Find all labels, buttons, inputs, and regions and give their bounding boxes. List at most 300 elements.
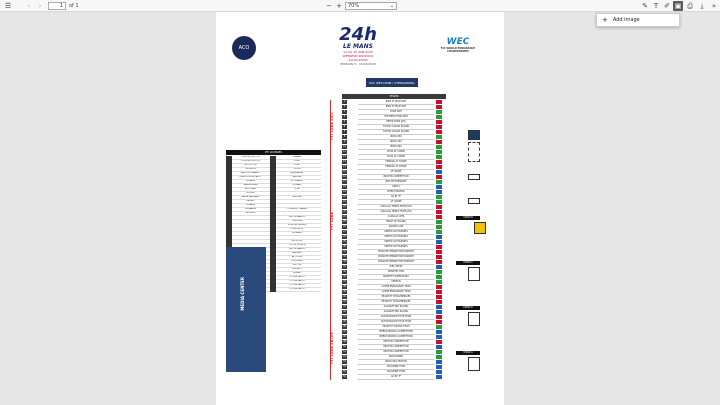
class-marker: [436, 255, 442, 259]
team-name: PROTON COMPETITION: [358, 340, 434, 345]
class-marker: [436, 240, 442, 244]
garage-row: [342, 375, 446, 379]
class-marker: [436, 300, 442, 304]
wec-logo: [436, 37, 480, 53]
team-name: IDEC SPORT: [358, 265, 434, 270]
pdf-page: [216, 12, 504, 405]
garage-row: [342, 350, 446, 354]
team-name: TOYOTA GAZOO RACING: [358, 125, 434, 130]
garage-row: [342, 300, 446, 304]
garage-row: [342, 285, 446, 289]
team-name: IRON LYNX: [358, 140, 434, 145]
class-marker: [436, 210, 442, 214]
garage-number: 46: [343, 325, 346, 328]
lounge-occupant: FORD: [294, 160, 300, 162]
garage-row: [342, 190, 446, 194]
class-marker: [436, 345, 442, 349]
team-name: CADILLAC HERTZ TEAM JOTA: [358, 205, 434, 210]
garage-row: [342, 365, 446, 369]
class-marker: [436, 305, 442, 309]
garage-number: 35: [343, 270, 346, 273]
garage-number: 8: [343, 135, 346, 138]
draw-icon[interactable]: ✎: [642, 2, 648, 10]
lounges-header: PIT LOUNGES: [226, 150, 321, 155]
class-marker: [436, 170, 442, 174]
grid-header: TEAMS: [342, 94, 446, 99]
garage-row: [342, 175, 446, 179]
class-marker: [436, 375, 442, 379]
vertical-scrollbar[interactable]: [712, 12, 718, 405]
team-name: HEART OF RACING: [358, 220, 434, 225]
team-name: PEUGEOT TOTALENERGIES: [358, 295, 434, 300]
class-marker: [436, 235, 442, 239]
structure-box: [468, 312, 480, 326]
stand-label: STAND C: [456, 261, 480, 265]
class-marker: [436, 335, 442, 339]
page-number-input[interactable]: 1: [48, 2, 66, 10]
team-name: MANTHEY EMA: [358, 270, 434, 275]
lounge-name: SALLE DU HERAULT: [240, 172, 261, 174]
garage-row: [342, 290, 446, 294]
garage-row: [342, 120, 446, 124]
garage-number: 23: [343, 210, 346, 213]
garage-number: 17: [343, 180, 346, 183]
logo-24h: 24h: [339, 24, 377, 45]
team-name: PORSCHE PENSKE MOTORSPORT: [358, 255, 434, 260]
garage-number: 48: [343, 335, 346, 338]
garage-number: 26: [343, 225, 346, 228]
team-name: VISTA AF CORSE: [358, 155, 434, 160]
lounge-occupant: CADILLAC: [292, 196, 302, 198]
print-icon[interactable]: ⎙: [687, 2, 693, 10]
lounge-name: PASSE SANITAIRE: [241, 196, 260, 198]
garage-number: 25: [343, 220, 346, 223]
le-mans-logo: [333, 26, 383, 66]
class-marker: [436, 135, 442, 139]
garage-row: [342, 245, 446, 249]
garage-number: 13: [343, 160, 346, 163]
garage-number: 12: [343, 155, 346, 158]
garage-number: 39: [343, 290, 346, 293]
class-marker: [436, 250, 442, 254]
team-name: UNITED AUTOSPORTS: [358, 240, 434, 245]
lounge-name: PODIUM: [246, 192, 255, 194]
garage-number: 30: [343, 245, 346, 248]
garage-row: [342, 250, 446, 254]
lounge-name: DUNLOP HOSPITALITY: [239, 176, 262, 178]
garage-row: [342, 260, 446, 264]
garage-number: 33: [343, 260, 346, 263]
team-name: BMW M TEAM WRT: [358, 100, 434, 105]
structure-box: [468, 198, 480, 204]
garage-number: 44: [343, 315, 346, 318]
class-marker: [436, 295, 442, 299]
garage-number: 3: [343, 110, 346, 113]
garage-number: 6: [343, 125, 346, 128]
garage-row: [342, 105, 446, 109]
lounge-occupant: PORSCHE GT: [290, 228, 304, 230]
lounge-name: CLUB DES PILOTES: [241, 156, 260, 158]
class-marker: [436, 145, 442, 149]
team-name: ALGARVE PRO RACING: [358, 310, 434, 315]
garage-number: 51: [343, 350, 346, 353]
team-name: ALPINE ENDURANCE TEAM: [358, 285, 434, 290]
team-name: PEUGEOT TOTALENERGIES: [358, 300, 434, 305]
aco-logo-text: ACO: [238, 45, 250, 51]
class-marker: [436, 370, 442, 374]
garage-row: [342, 210, 446, 214]
pdf-toolbar: [0, 0, 720, 12]
garage-number: 40: [343, 295, 346, 298]
logo-version: VERSION 5 - 15/05/2025: [339, 62, 377, 66]
lounge-occupant: IRON LYNX: [291, 240, 303, 242]
team-name: DUQUEINE TEAM: [358, 370, 434, 375]
garage-number: 9: [343, 140, 346, 143]
team-name: MANTHEY PURERXCING: [358, 275, 434, 280]
garage-row: [342, 310, 446, 314]
garage-row: [342, 110, 446, 114]
garage-number: 5: [343, 120, 346, 123]
team-name: FERRARI AF CORSE: [358, 160, 434, 165]
class-marker: [436, 320, 442, 324]
aco-logo: [232, 36, 256, 60]
garage-number: 11: [343, 150, 346, 153]
wec-logo-text: WEC: [446, 37, 470, 47]
structure-box: [468, 174, 480, 180]
zoom-value: 70%: [348, 3, 360, 9]
garage-number: 18: [343, 185, 346, 188]
media-center-label: MEDIA CENTER: [240, 277, 245, 311]
garage-number: 31: [343, 250, 346, 253]
lounge-name: PROTOCOLE: [244, 164, 257, 166]
garage-number: 34: [343, 265, 346, 268]
team-name: IRON LYNX: [358, 145, 434, 150]
garage-number: 53: [343, 360, 346, 363]
lounge-occupant: TOYOTA GAZOO: [289, 284, 305, 286]
team-name: IRON LYNX PROTON: [358, 360, 434, 365]
garage-number: 14: [343, 165, 346, 168]
class-marker: [436, 200, 442, 204]
class-marker: [436, 140, 442, 144]
garage-row: [342, 200, 446, 204]
stand-label: STAND D: [456, 306, 480, 310]
garage-number: 42: [343, 305, 346, 308]
team-name: AF CORSE: [358, 170, 434, 175]
team-name: IRON DAMES: [358, 355, 434, 360]
garage-number: 1: [343, 100, 346, 103]
class-marker: [436, 230, 442, 234]
garage-row: [342, 100, 446, 104]
team-name: AO BY TF: [358, 195, 434, 200]
next-page-button[interactable]: ›: [38, 2, 42, 10]
previous-page-button[interactable]: ‹: [27, 2, 31, 10]
add-text-icon[interactable]: T: [653, 2, 659, 10]
garage-row: [342, 280, 446, 284]
garage-row: [342, 165, 446, 169]
team-name: GENESIS: [358, 280, 434, 285]
team-name: PROTON COMPETITION: [358, 350, 434, 355]
team-name: UNITED AUTOSPORTS: [358, 245, 434, 250]
garage-number: 4: [343, 115, 346, 118]
lounge-occupant: MANTHEY: [292, 252, 302, 254]
class-marker: [436, 160, 442, 164]
garage-row: [342, 320, 446, 324]
structure-box: [468, 142, 480, 162]
class-marker: [436, 310, 442, 314]
team-name: UNITED AUTOSPORTS: [358, 235, 434, 240]
plus-icon: +: [602, 16, 608, 24]
team-name: PROTON COMPETITION: [358, 175, 434, 180]
garage-row: [342, 230, 446, 234]
lounge-occupant: CYCLADES / ORANGE: [286, 208, 308, 210]
class-marker: [436, 215, 442, 219]
team-name: AO BY TF: [358, 375, 434, 380]
lounge-name: CLUB DES PILOTES: [241, 160, 260, 162]
team-name: FERRARI AF CORSE: [358, 165, 434, 170]
garage-row: [342, 140, 446, 144]
lounge-occupant: TOYOTA GAZOO: [289, 288, 305, 290]
garage-row: [342, 355, 446, 359]
team-name: ASTON MARTIN THOR TEAM: [358, 320, 434, 325]
garage-row: [342, 145, 446, 149]
garage-row: [342, 130, 446, 134]
garage-number: 21: [343, 200, 346, 203]
team-name: THE BEND TEAM WRT: [358, 115, 434, 120]
team-name: ORECA: [358, 185, 434, 190]
pit-lane-entry-label: PIT LANE ENTRY: [330, 332, 334, 364]
garage-row: [342, 335, 446, 339]
class-marker: [436, 330, 442, 334]
garage-row: [342, 195, 446, 199]
class-marker: [436, 225, 442, 229]
lounge-occupant: JOTA: [294, 188, 300, 190]
garage-number: 15: [343, 170, 346, 173]
lounge-name: LAMBORGHINI: [243, 184, 258, 186]
zoom-in-button[interactable]: +: [336, 2, 342, 10]
garage-row: [342, 325, 446, 329]
garage-number: 10: [343, 145, 346, 148]
garage-row: [342, 235, 446, 239]
lounge-name: MICHELIN: [245, 168, 256, 170]
chevron-down-icon: ⌄: [389, 3, 394, 9]
lounge-occupant: ASTON MARTIN: [289, 216, 305, 218]
team-name: DUQUEINE TEAM: [358, 365, 434, 370]
lounge-occupant: TOYOTA GAZOO: [289, 276, 305, 278]
garage-row: [342, 170, 446, 174]
add-image-menu-item[interactable]: [596, 13, 680, 27]
garage-row: [342, 155, 446, 159]
lounge-name: ORGANIS: [245, 204, 256, 206]
lounge-occupant: BMW ANNEX: [290, 172, 304, 174]
class-marker: [436, 285, 442, 289]
media-center-block: [226, 247, 266, 372]
team-name: ALPINE ENDURANCE TEAM: [358, 290, 434, 295]
team-name: IRON LYNX: [358, 135, 434, 140]
add-image-icon[interactable]: ▣: [674, 2, 682, 10]
garage-row: [342, 240, 446, 244]
garage-row: [342, 295, 446, 299]
class-marker: [436, 355, 442, 359]
garage-number: 32: [343, 255, 346, 258]
class-marker: [436, 315, 442, 319]
structure-box: [468, 130, 480, 140]
team-name: INTER EUROPOL COMPETITION: [358, 335, 434, 340]
class-marker: [436, 130, 442, 134]
lounge-name: ORGANIS: [245, 180, 256, 182]
lounge-occupant: COL DE LUCHON: [288, 244, 306, 246]
lounge-occupant: FORD LAS: [291, 220, 303, 222]
team-name: HEART OF RACING TEAM: [358, 325, 434, 330]
lounge-occupant: ASTON MARTIN: [289, 248, 305, 250]
lounge-occupant: DUQUEINE: [291, 260, 303, 262]
garage-number: 7: [343, 130, 346, 133]
logo-caption: WEEKEND PADDOCK ALLOCATION: [342, 54, 374, 62]
team-name: UNITED AUTOSPORTS: [358, 230, 434, 235]
garage-row: [342, 315, 446, 319]
garage-row: [342, 270, 446, 274]
class-marker: [436, 175, 442, 179]
lounge-occupant: MCLAREN: [292, 232, 302, 234]
class-marker: [436, 340, 442, 344]
lounge-name: SECURITE: [245, 212, 256, 214]
garage-row: [342, 215, 446, 219]
class-marker: [436, 115, 442, 119]
class-marker: [436, 275, 442, 279]
garage-number: 36: [343, 275, 346, 278]
garage-number: 55: [343, 370, 346, 373]
team-name: ALGARVE PRO RACING: [358, 305, 434, 310]
garage-number: 16: [343, 175, 346, 178]
team-name: CADILLAC HERTZ TEAM JOTA: [358, 210, 434, 215]
class-marker: [436, 125, 442, 129]
garage-row: [342, 340, 446, 344]
structure-box: [468, 357, 480, 371]
garage-row: [342, 160, 446, 164]
garage-number: 52: [343, 355, 346, 358]
class-marker: [436, 325, 442, 329]
structure-box: [468, 267, 480, 281]
garage-row: [342, 185, 446, 189]
garage-number: 2: [343, 105, 346, 108]
garage-number: 24: [343, 215, 346, 218]
garage-row: [342, 275, 446, 279]
lounge-occupant: FORD: [294, 164, 300, 166]
class-marker: [436, 150, 442, 154]
class-marker: [436, 100, 442, 104]
garage-number: 22: [343, 205, 346, 208]
save-icon[interactable]: ⤓: [700, 2, 704, 10]
garage-number: 54: [343, 365, 346, 368]
team-name: INTER EUROPOL COMPETITION: [358, 330, 434, 335]
class-marker: [436, 110, 442, 114]
lounge-occupant: CADILLAC: [292, 176, 302, 178]
lounge-name: ACO TEAM: [245, 188, 256, 190]
garage-number: 29: [343, 240, 346, 243]
garage-number: 20: [343, 195, 346, 198]
zoom-select[interactable]: [345, 2, 397, 10]
garage-row: [342, 345, 446, 349]
garage-row: [342, 370, 446, 374]
lounge-occupant: PROTON: [292, 264, 302, 266]
add-image-label: Add image: [612, 17, 640, 23]
class-marker: [436, 185, 442, 189]
pac-welcome-banner: PAC WELCOME / STEWARDING: [366, 78, 418, 87]
page-total-label: of 1: [69, 3, 79, 9]
garage-number: 49: [343, 340, 346, 343]
lounge-name: FIA WEC: [246, 200, 255, 202]
lounge-occupant: ROCHEFAST: [291, 180, 303, 182]
garage-number: 50: [343, 345, 346, 348]
stand-label: STAND B: [456, 216, 480, 220]
team-name: AF CORSE: [358, 200, 434, 205]
garage-row: [342, 305, 446, 309]
class-marker: [436, 190, 442, 194]
zoom-out-button[interactable]: −: [326, 2, 332, 10]
team-name: AKKODIS ASP: [358, 225, 434, 230]
class-marker: [436, 155, 442, 159]
sidebar-toggle-icon[interactable]: ☰: [4, 2, 12, 10]
garage-row: [342, 255, 446, 259]
team-name: PROTON COMPETITION: [358, 345, 434, 350]
lounge-occupant: PEUGEOT: [292, 268, 302, 270]
class-marker: [436, 270, 442, 274]
garage-row: [342, 330, 446, 334]
garage-number: 19: [343, 190, 346, 193]
garage-number: 47: [343, 330, 346, 333]
garage-row: [342, 225, 446, 229]
team-name: JMW MOTORSPORT: [358, 180, 434, 185]
class-marker: [436, 290, 442, 294]
team-name: HERTZ TEAM JOTA: [358, 120, 434, 125]
team-name: TEAM WRT: [358, 110, 434, 115]
team-name: CADILLAC WTR: [358, 215, 434, 220]
logo-dates: 11 AU 15 JUIN 2025: [343, 50, 373, 54]
team-name: PORSCHE PENSKE MOTORSPORT: [358, 260, 434, 265]
lounge-name: STEWARDS: [244, 208, 257, 210]
garage-number: 27: [343, 230, 346, 233]
class-marker: [436, 165, 442, 169]
garage-row: [342, 220, 446, 224]
wec-logo-caption: FIA WORLD ENDURANCE CHAMPIONSHIP: [440, 47, 476, 53]
pit-lane-label: PIT LANE: [330, 212, 334, 230]
lounge-occupant: LE MANS: [292, 184, 302, 186]
lounge-occupant: TOYOTA GAZOO: [289, 280, 305, 282]
garage-row: [342, 360, 446, 364]
lounge-occupant: VISTA: [294, 168, 300, 170]
class-marker: [436, 120, 442, 124]
garage-number: 56: [343, 375, 346, 378]
team-name: ASTON MARTIN THOR TEAM: [358, 315, 434, 320]
garage-number: 41: [343, 300, 346, 303]
garage-row: [342, 265, 446, 269]
lounge-occupant: FERRARI: [292, 156, 302, 158]
class-marker: [436, 260, 442, 264]
more-tools-icon[interactable]: »: [711, 2, 717, 10]
garage-row: [342, 135, 446, 139]
highlight-icon[interactable]: ✐: [664, 2, 670, 10]
garage-number: 38: [343, 285, 346, 288]
garage-row: [342, 180, 446, 184]
team-name: INTER EUROPOL: [358, 190, 434, 195]
class-marker: [436, 360, 442, 364]
class-marker: [436, 365, 442, 369]
team-name: TOYOTA GAZOO RACING: [358, 130, 434, 135]
pit-lane-exit-label: PIT LANE EXIT: [330, 112, 334, 140]
class-marker: [436, 205, 442, 209]
class-marker: [436, 265, 442, 269]
class-marker: [436, 180, 442, 184]
lounge-occupant: PORSCHE PENSKE: [287, 224, 307, 226]
